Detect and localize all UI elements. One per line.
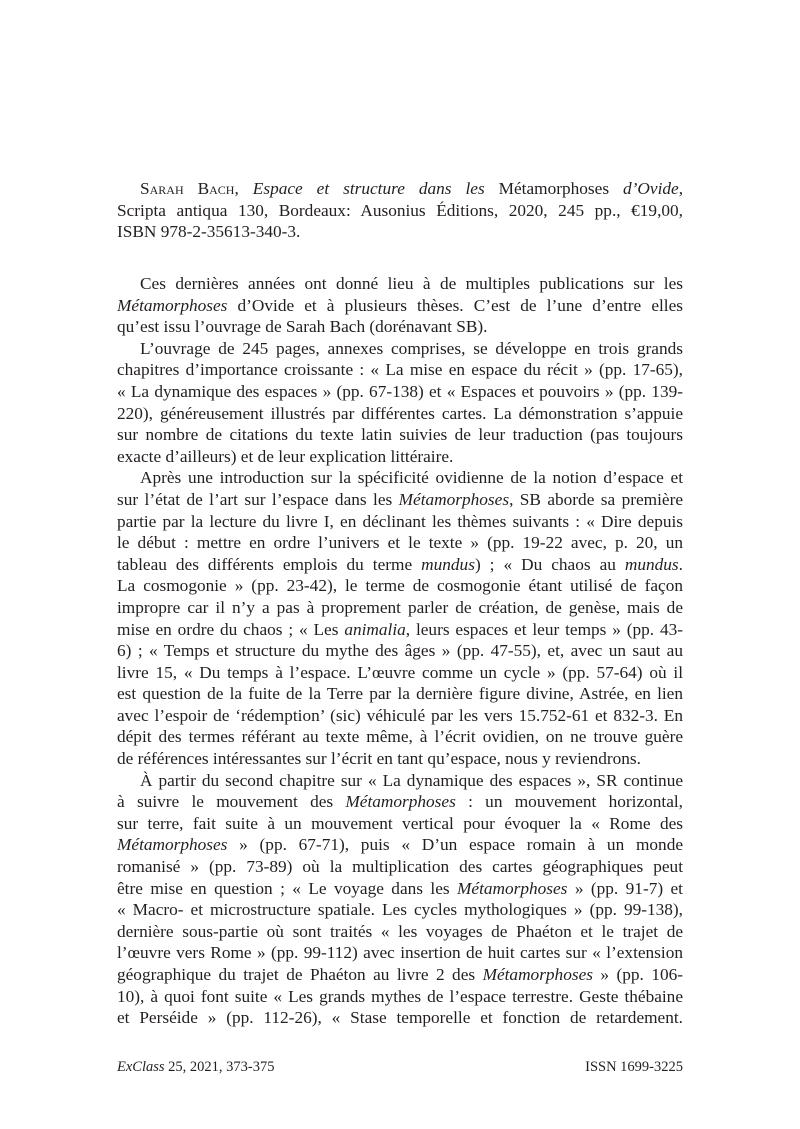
text-line bbox=[117, 221, 683, 243]
text-run: dernière sous-partie où sont traités « les voyages de Phaéton et le trajet de bbox=[117, 921, 683, 941]
text-run: ISBN 978-2-35613-340-3. bbox=[117, 222, 301, 242]
text-run: Ces dernières années ont donné lieu à de multiples publications sur les bbox=[140, 274, 683, 293]
text-line bbox=[117, 770, 683, 792]
text-line bbox=[117, 489, 683, 511]
text-run: La cosmogonie » (pp. 23-42), le terme de cosmogonie étant utilisé de façon bbox=[117, 576, 683, 596]
text-line bbox=[117, 856, 683, 878]
text-line bbox=[117, 359, 683, 381]
text-run: 10), à quoi font suite « Les grands mythes de l’espace terrestre. Geste thébaine bbox=[117, 986, 683, 1006]
text-run: , bbox=[234, 179, 253, 198]
text-run: » (pp. 106- bbox=[592, 965, 683, 984]
text-run: impropre car il n’y a pas à proprement parler de création, de genèse, mais de bbox=[117, 597, 683, 617]
text-line bbox=[117, 683, 683, 705]
text-line bbox=[117, 921, 683, 943]
italic-text: Métamorphoses bbox=[457, 878, 568, 898]
journal-volume: 25, 2021, 373-375 bbox=[164, 1059, 275, 1075]
text-run: chapitres d’importance croissante : « La mise en espace du récit » (pp. 17-65), bbox=[117, 360, 683, 380]
text-line bbox=[117, 964, 683, 986]
text-line bbox=[117, 662, 683, 684]
footer-citation bbox=[117, 1059, 275, 1076]
text-run: sur l’état de l’art sur l’espace dans les bbox=[117, 489, 399, 509]
text-run: sur terre, fait suite à un mouvement vertical pour évoquer la « Rome des bbox=[117, 813, 683, 833]
text-line bbox=[117, 705, 683, 727]
text-run: d’Ovide et à plusieurs thèses. C’est de l’une d’entre elles bbox=[227, 295, 683, 315]
text-line bbox=[117, 467, 683, 489]
paragraph bbox=[117, 338, 683, 468]
text-line bbox=[117, 273, 683, 295]
text-run: romanisé » (pp. 73-89) où la multiplication des cartes géographiques peut bbox=[117, 857, 683, 877]
text-run: l’œuvre vers Rome » (pp. 99-112) avec insertion de huit cartes sur « l’extension bbox=[117, 943, 683, 963]
italic-text: mundus bbox=[421, 554, 475, 574]
text-line bbox=[117, 532, 683, 554]
text-run: tableau des différents emplois du terme bbox=[117, 554, 422, 574]
text-run: À partir du second chapitre sur « La dynamique des espaces », SR continue bbox=[140, 770, 683, 790]
bibliographic-header bbox=[117, 178, 683, 243]
text-line bbox=[117, 381, 683, 403]
text-run: , leurs espaces et leur temps » (pp. 43- bbox=[405, 619, 683, 639]
paragraph bbox=[117, 770, 683, 1029]
text-line bbox=[117, 878, 683, 900]
text-line bbox=[117, 726, 683, 748]
text-line bbox=[117, 791, 683, 813]
paragraph bbox=[117, 467, 683, 769]
text-run: le début : mettre en ordre l’univers et le texte » (pp. 19-22 avec, p. 20, un bbox=[117, 533, 683, 553]
text-line bbox=[117, 834, 683, 856]
journal-name: ExClass bbox=[117, 1059, 165, 1075]
text-run: géographique du trajet de Phaéton au livre 2 des bbox=[117, 965, 483, 984]
text-line bbox=[117, 424, 683, 446]
text-run: , SB aborde sa première bbox=[509, 489, 683, 509]
text-line bbox=[117, 748, 683, 770]
text-run: Scripta antiqua 130, Bordeaux: Ausonius Éditions, 2020, 245 pp., €19,00, bbox=[117, 200, 683, 220]
text-run: ) ; « Du chaos au bbox=[474, 554, 625, 574]
text-line bbox=[117, 1007, 683, 1029]
text-run: L’ouvrage de 245 pages, annexes comprises, se développe en trois grands bbox=[140, 338, 683, 358]
text-run: « La dynamique des espaces » (pp. 67-138) et « Espaces et pouvoirs » (pp. 139- bbox=[117, 381, 683, 401]
text-run: sur nombre de citations du texte latin suivies de leur traduction (pas toujours bbox=[117, 425, 683, 445]
text-line bbox=[117, 403, 683, 425]
text-run: 220), généreusement illustrés par différentes cartes. La démonstration s’appuie bbox=[117, 403, 683, 423]
text-run: est question de la fuite de la Terre par la dernière figure divine, Astrée, en lien bbox=[117, 684, 683, 704]
text-line bbox=[117, 200, 683, 222]
text-run: Métamorphoses bbox=[484, 179, 624, 198]
text-run: et Perséide » (pp. 112-26), « Stase temporelle et fonction de retardement. bbox=[117, 1008, 683, 1028]
text-line bbox=[117, 575, 683, 597]
italic-text: Métamorphoses bbox=[345, 792, 456, 812]
author-name: Sarah Bach bbox=[140, 179, 235, 198]
text-line bbox=[117, 338, 683, 360]
italic-text: Espace et structure dans les bbox=[252, 179, 485, 198]
text-run: de références intéressantes sur l’écrit en tant qu’espace, nous y reviendrons. bbox=[117, 749, 641, 769]
italic-text: mundus bbox=[624, 554, 679, 574]
text-run: . bbox=[678, 554, 683, 574]
text-line bbox=[117, 554, 683, 576]
italic-text: animalia bbox=[344, 619, 406, 639]
text-line bbox=[117, 813, 683, 835]
text-line bbox=[117, 316, 683, 338]
text-run: : un mouvement horizontal, bbox=[455, 792, 683, 812]
text-run: 6) ; « Temps et structure du mythe des âges » (pp. 47-55), et, avec un saut au bbox=[117, 641, 683, 661]
text-run: être mise en question ; « Le voyage dans les bbox=[117, 878, 458, 898]
text-run: à suivre le mouvement des bbox=[117, 792, 346, 812]
text-line bbox=[117, 446, 683, 468]
text-run: , bbox=[678, 179, 683, 198]
footer-issn: ISSN 1699-3225 bbox=[585, 1059, 683, 1075]
text-line bbox=[117, 942, 683, 964]
text-line bbox=[117, 986, 683, 1008]
text-run: Après une introduction sur la spécificité ovidienne de la notion d’espace et bbox=[140, 468, 683, 488]
text-line bbox=[117, 640, 683, 662]
text-line bbox=[117, 295, 683, 317]
text-line bbox=[117, 511, 683, 533]
paragraph bbox=[117, 273, 683, 338]
italic-text: Métamorphoses bbox=[117, 835, 228, 855]
text-run: qu’est issu l’ouvrage de Sarah Bach (dorénavant SB). bbox=[117, 317, 488, 337]
italic-text: Métamorphoses bbox=[482, 965, 593, 984]
text-run: exacte d’ailleurs) et de leur explication littéraire. bbox=[117, 446, 454, 466]
text-run: mise en ordre du chaos ; « Les bbox=[117, 619, 345, 639]
review-body bbox=[117, 273, 683, 1029]
text-run: livre 15, « Du temps à l’espace. L’œuvre comme un cycle » (pp. 57-64) où il bbox=[117, 662, 683, 682]
text-line bbox=[117, 597, 683, 619]
italic-text: d’Ovide bbox=[623, 179, 679, 198]
text-run: » (pp. 67-71), puis « D’un espace romain à un monde bbox=[227, 835, 683, 855]
text-line bbox=[117, 899, 683, 921]
text-run: dépit des termes référant au texte même, à l’écrit ovidien, on ne trouve guère bbox=[117, 727, 683, 747]
text-line bbox=[117, 178, 683, 200]
text-run: « Macro- et microstructure spatiale. Les cycles mythologiques » (pp. 99-138), bbox=[117, 900, 683, 920]
text-run: avec l’espoir de ‘rédemption’ (sic) véhiculé par les vers 15.752-61 et 832-3. En bbox=[117, 705, 683, 725]
italic-text: Métamorphoses bbox=[398, 489, 510, 509]
text-line bbox=[117, 619, 683, 641]
text-run: » (pp. 91-7) et bbox=[567, 878, 683, 898]
italic-text: Métamorphoses bbox=[117, 295, 228, 315]
text-run: partie par la lecture du livre I, en déclinant les thèmes suivants : « Dire depuis bbox=[117, 511, 683, 531]
